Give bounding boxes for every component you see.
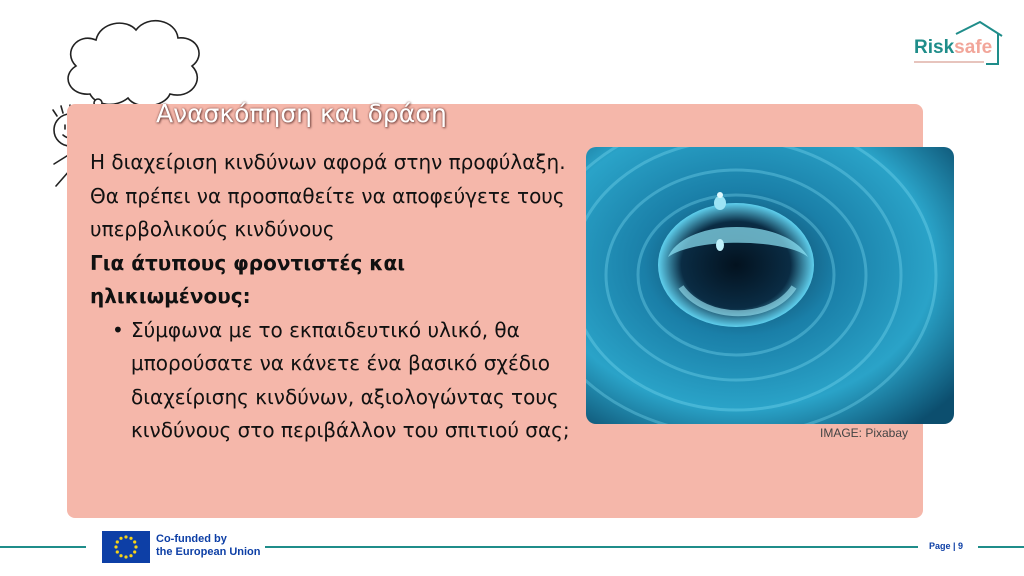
eu-cofunded-label: [156, 533, 261, 559]
logo-text-safe: safe: [954, 37, 993, 58]
eu-flag-icon: [102, 531, 150, 563]
bullet-marker: •: [112, 317, 124, 342]
water-drop-photo: [586, 147, 954, 424]
bullet-text: Σύμφωνα με το εκπαιδευτικό υλικό, θα μπορούσατε να κάνετε ένα βασικό σχέδιο διαχείρισης κινδύνων, αξιολογώντας τους κινδύνους στο περιβάλλον του σπιτιού σας;: [131, 317, 570, 442]
intro-paragraph: Η διαχείριση κινδύνων αφορά στην προφύλαξη. Θα πρέπει να προσπαθείτε να αποφεύγετε τους υπερβολικούς κινδύνους: [90, 150, 566, 241]
eu-line-2: the European Union: [156, 546, 261, 558]
logo-wordmark: [914, 37, 992, 59]
slide-body: [90, 146, 570, 448]
slide-title: Ανασκόπηση και δράση: [156, 99, 447, 128]
footer-line-middle: [265, 546, 918, 548]
eu-line-1: Co-funded by: [156, 533, 227, 545]
footer-line-right: [978, 546, 1024, 548]
logo-tagline: [914, 61, 984, 63]
risksafe-logo: [912, 20, 1004, 68]
bullet-item: [90, 314, 570, 448]
page-number: Page | 9: [929, 541, 964, 551]
image-caption: IMAGE: Pixabay: [820, 426, 909, 440]
logo-text-risk: Risk: [914, 37, 955, 58]
bold-heading: Για άτυπους φροντιστές και ηλικιωμένους:: [90, 250, 406, 308]
footer-line-left: [0, 546, 86, 548]
